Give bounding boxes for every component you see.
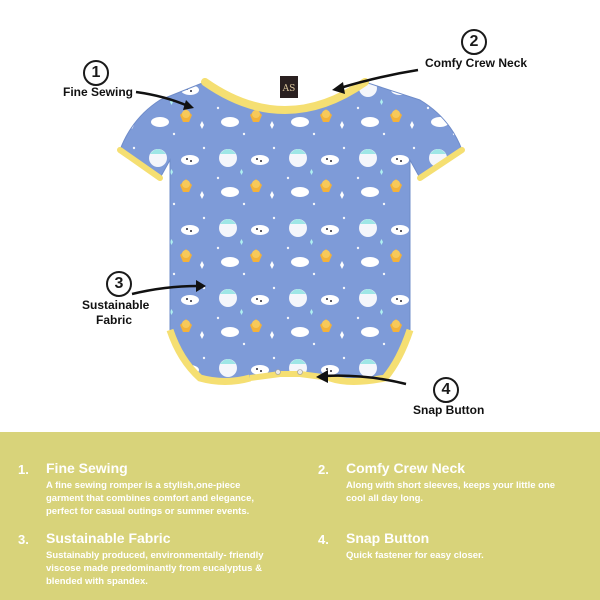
callout-label-fine-sewing: Fine Sewing (63, 85, 134, 99)
desc-line: cool all day long. (346, 493, 424, 504)
callout-label-snap-button: Snap Button (413, 403, 485, 417)
desc-line: perfect for casual outings or summer events. (46, 506, 250, 517)
callout-number-2: 2 (461, 29, 487, 55)
desc-line: Quick fastener for easy closer. (346, 550, 484, 561)
callout-label-fabric: Fabric (96, 313, 133, 327)
feature-description (46, 549, 264, 588)
feature-description (46, 479, 254, 518)
desc-line: Sustainably produced, environmentally- friendly (46, 550, 264, 561)
feature-title: Comfy Crew Neck (346, 460, 466, 476)
feature-description (346, 549, 484, 562)
callout-number-1: 1 (83, 60, 109, 86)
feature-description (346, 479, 555, 505)
feature-number: 4. (318, 532, 329, 547)
desc-line: A fine sewing romper is a stylish,one-piece (46, 480, 241, 491)
callout-label-crew-neck: Comfy Crew Neck (425, 56, 528, 70)
callout-label-sustainable: Sustainable (82, 298, 150, 312)
feature-title: Fine Sewing (46, 460, 128, 476)
feature-number: 2. (318, 462, 329, 477)
desc-line: blended with spandex. (46, 576, 148, 587)
callout-number-4: 4 (433, 377, 459, 403)
features-panel (0, 432, 600, 600)
feature-number: 3. (18, 532, 29, 547)
logo-mark: AS (282, 84, 296, 94)
desc-line: Along with short sleeves, keeps your little one (346, 480, 556, 491)
desc-line: viscose made predominantly from eucalyptus & (46, 563, 262, 574)
feature-title: Sustainable Fabric (46, 530, 171, 546)
desc-line: garment that combines comfort and elegance, (46, 493, 254, 504)
feature-title: Snap Button (346, 530, 430, 546)
callout-number-3: 3 (106, 271, 132, 297)
feature-number: 1. (18, 462, 29, 477)
